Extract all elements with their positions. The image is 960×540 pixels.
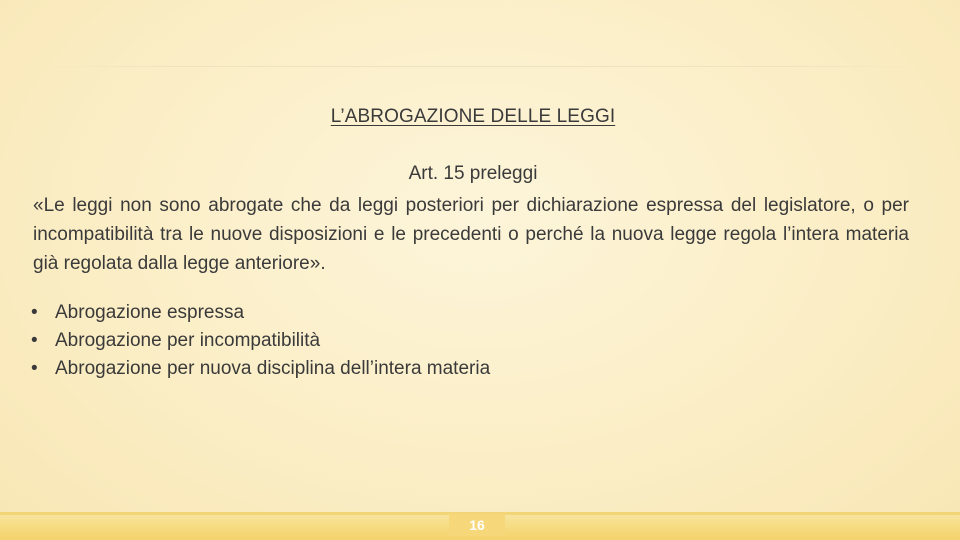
list-item: [31, 327, 490, 355]
list-item: [31, 299, 490, 327]
abrogation-types-list: [31, 299, 490, 383]
page-number: 16: [449, 514, 505, 536]
list-item-label: Abrogazione per nuova disciplina dell’intera materia: [55, 358, 491, 379]
bullet-icon: •: [31, 358, 38, 379]
bullet-icon: •: [31, 302, 38, 323]
list-item: [31, 355, 490, 383]
article-quote: «Le leggi non sono abrogate che da leggi posteriori per dichiarazione espressa del legislatore, o per incompatibilità tra le nuove disposizioni e le precedenti o perché la nuova legge regola l’intera materia già regolata dalla legge anteriore».: [33, 195, 909, 274]
bullet-icon: •: [31, 330, 38, 351]
article-reference: Art. 15 preleggi: [408, 163, 538, 184]
slide-title: L’ABROGAZIONE DELLE LEGGI: [330, 106, 616, 127]
list-item-label: Abrogazione espressa: [55, 302, 245, 323]
list-item-label: Abrogazione per incompatibilità: [55, 330, 321, 351]
top-divider: [40, 66, 920, 67]
